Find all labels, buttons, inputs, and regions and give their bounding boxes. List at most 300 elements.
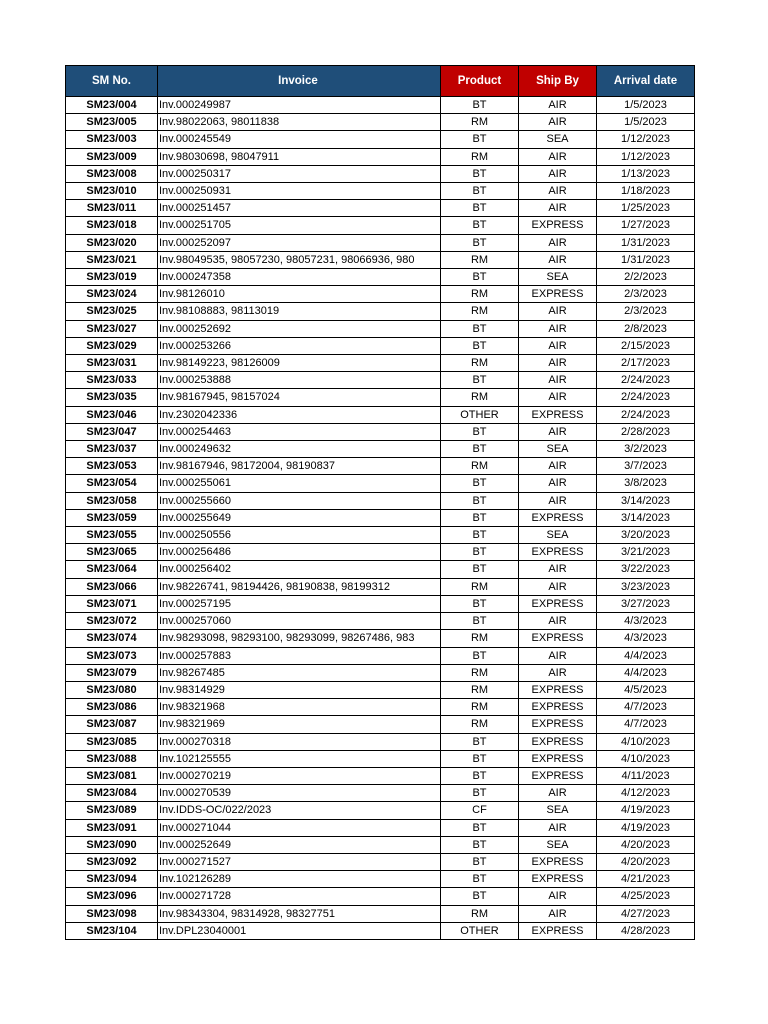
table-row: [66, 819, 695, 836]
header-ship-by: Ship By: [519, 66, 597, 97]
cell-product: RM: [441, 148, 519, 165]
cell-invoice: Inv.98321968: [158, 699, 441, 716]
cell-arrival-date: 3/22/2023: [597, 561, 695, 578]
cell-invoice: Inv.000270539: [158, 785, 441, 802]
cell-product: CF: [441, 802, 519, 819]
cell-invoice: Inv.000271728: [158, 888, 441, 905]
table-row: [66, 647, 695, 664]
cell-arrival-date: 1/12/2023: [597, 148, 695, 165]
table-row: [66, 767, 695, 784]
cell-invoice: Inv.000255660: [158, 492, 441, 509]
cell-sm-no: SM23/004: [66, 97, 158, 114]
cell-sm-no: SM23/065: [66, 544, 158, 561]
cell-arrival-date: 4/19/2023: [597, 802, 695, 819]
cell-arrival-date: 4/10/2023: [597, 750, 695, 767]
cell-product: BT: [441, 871, 519, 888]
cell-ship-by: AIR: [519, 458, 597, 475]
cell-ship-by: EXPRESS: [519, 853, 597, 870]
table-row: [66, 217, 695, 234]
cell-sm-no: SM23/104: [66, 922, 158, 939]
table-row: [66, 561, 695, 578]
cell-product: BT: [441, 509, 519, 526]
table-row: [66, 509, 695, 526]
table-row: [66, 595, 695, 612]
cell-invoice: Inv.IDDS-OC/022/2023: [158, 802, 441, 819]
cell-product: BT: [441, 819, 519, 836]
cell-sm-no: SM23/071: [66, 595, 158, 612]
cell-sm-no: SM23/031: [66, 355, 158, 372]
cell-arrival-date: 2/28/2023: [597, 423, 695, 440]
table-row: [66, 97, 695, 114]
table-row: [66, 871, 695, 888]
cell-invoice: Inv.98321969: [158, 716, 441, 733]
cell-arrival-date: 3/2/2023: [597, 441, 695, 458]
cell-arrival-date: 1/13/2023: [597, 165, 695, 182]
cell-invoice: Inv.000252649: [158, 836, 441, 853]
table-row: [66, 664, 695, 681]
cell-sm-no: SM23/087: [66, 716, 158, 733]
cell-product: BT: [441, 475, 519, 492]
cell-product: BT: [441, 97, 519, 114]
table-row: [66, 251, 695, 268]
cell-arrival-date: 4/19/2023: [597, 819, 695, 836]
cell-ship-by: EXPRESS: [519, 733, 597, 750]
cell-product: BT: [441, 733, 519, 750]
cell-ship-by: AIR: [519, 578, 597, 595]
cell-invoice: Inv.000250556: [158, 527, 441, 544]
cell-arrival-date: 1/18/2023: [597, 183, 695, 200]
cell-arrival-date: 4/3/2023: [597, 630, 695, 647]
cell-ship-by: AIR: [519, 888, 597, 905]
cell-product: RM: [441, 681, 519, 698]
cell-invoice: Inv.98149223, 98126009: [158, 355, 441, 372]
table-row: [66, 681, 695, 698]
cell-product: RM: [441, 303, 519, 320]
cell-invoice: Inv.DPL23040001: [158, 922, 441, 939]
cell-invoice: Inv.000256486: [158, 544, 441, 561]
cell-product: BT: [441, 785, 519, 802]
cell-arrival-date: 3/27/2023: [597, 595, 695, 612]
table-row: [66, 699, 695, 716]
cell-invoice: Inv.98108883, 98113019: [158, 303, 441, 320]
table-row: [66, 441, 695, 458]
cell-invoice: Inv.000255649: [158, 509, 441, 526]
cell-arrival-date: 4/28/2023: [597, 922, 695, 939]
cell-ship-by: EXPRESS: [519, 750, 597, 767]
cell-invoice: Inv.000257883: [158, 647, 441, 664]
table-row: [66, 578, 695, 595]
cell-arrival-date: 3/23/2023: [597, 578, 695, 595]
cell-arrival-date: 3/21/2023: [597, 544, 695, 561]
cell-sm-no: SM23/009: [66, 148, 158, 165]
cell-product: RM: [441, 664, 519, 681]
cell-ship-by: AIR: [519, 475, 597, 492]
table-row: [66, 922, 695, 939]
cell-sm-no: SM23/092: [66, 853, 158, 870]
cell-sm-no: SM23/003: [66, 131, 158, 148]
cell-invoice: Inv.000253888: [158, 372, 441, 389]
cell-invoice: Inv.000254463: [158, 423, 441, 440]
cell-invoice: Inv.000249632: [158, 441, 441, 458]
cell-arrival-date: 4/20/2023: [597, 853, 695, 870]
cell-ship-by: AIR: [519, 114, 597, 131]
cell-ship-by: EXPRESS: [519, 767, 597, 784]
table-body: [66, 97, 695, 940]
cell-arrival-date: 1/12/2023: [597, 131, 695, 148]
cell-product: BT: [441, 888, 519, 905]
cell-product: RM: [441, 716, 519, 733]
cell-ship-by: AIR: [519, 148, 597, 165]
cell-ship-by: AIR: [519, 337, 597, 354]
cell-sm-no: SM23/073: [66, 647, 158, 664]
table-row: [66, 165, 695, 182]
cell-ship-by: AIR: [519, 423, 597, 440]
cell-product: OTHER: [441, 922, 519, 939]
cell-invoice: Inv.2302042336: [158, 406, 441, 423]
cell-invoice: Inv.98314929: [158, 681, 441, 698]
cell-invoice: Inv.000270318: [158, 733, 441, 750]
cell-invoice: Inv.102126289: [158, 871, 441, 888]
cell-product: BT: [441, 441, 519, 458]
cell-sm-no: SM23/046: [66, 406, 158, 423]
cell-invoice: Inv.000250317: [158, 165, 441, 182]
cell-invoice: Inv.000257060: [158, 613, 441, 630]
table-row: [66, 475, 695, 492]
cell-arrival-date: 4/4/2023: [597, 647, 695, 664]
cell-ship-by: EXPRESS: [519, 595, 597, 612]
cell-invoice: Inv.98030698, 98047911: [158, 148, 441, 165]
cell-ship-by: AIR: [519, 372, 597, 389]
cell-product: RM: [441, 578, 519, 595]
cell-arrival-date: 4/27/2023: [597, 905, 695, 922]
table-row: [66, 527, 695, 544]
cell-ship-by: AIR: [519, 664, 597, 681]
cell-invoice: Inv.000250931: [158, 183, 441, 200]
table-row: [66, 320, 695, 337]
cell-sm-no: SM23/035: [66, 389, 158, 406]
cell-arrival-date: 1/5/2023: [597, 97, 695, 114]
cell-sm-no: SM23/005: [66, 114, 158, 131]
cell-ship-by: EXPRESS: [519, 681, 597, 698]
table-row: [66, 458, 695, 475]
cell-invoice: Inv.98022063, 98011838: [158, 114, 441, 131]
cell-invoice: Inv.000257195: [158, 595, 441, 612]
cell-ship-by: AIR: [519, 647, 597, 664]
cell-arrival-date: 4/4/2023: [597, 664, 695, 681]
cell-product: RM: [441, 286, 519, 303]
cell-product: RM: [441, 389, 519, 406]
table-row: [66, 148, 695, 165]
table-row: [66, 733, 695, 750]
cell-sm-no: SM23/053: [66, 458, 158, 475]
cell-sm-no: SM23/010: [66, 183, 158, 200]
table-row: [66, 355, 695, 372]
cell-product: RM: [441, 355, 519, 372]
cell-product: RM: [441, 458, 519, 475]
cell-product: BT: [441, 165, 519, 182]
table-row: [66, 423, 695, 440]
table-row: [66, 802, 695, 819]
cell-ship-by: AIR: [519, 320, 597, 337]
cell-sm-no: SM23/020: [66, 234, 158, 251]
cell-invoice: Inv.000247358: [158, 269, 441, 286]
table-row: [66, 183, 695, 200]
cell-invoice: Inv.000251457: [158, 200, 441, 217]
cell-sm-no: SM23/080: [66, 681, 158, 698]
cell-ship-by: AIR: [519, 492, 597, 509]
cell-sm-no: SM23/037: [66, 441, 158, 458]
cell-sm-no: SM23/064: [66, 561, 158, 578]
cell-arrival-date: 1/25/2023: [597, 200, 695, 217]
cell-arrival-date: 1/31/2023: [597, 234, 695, 251]
cell-invoice: Inv.98267485: [158, 664, 441, 681]
cell-sm-no: SM23/025: [66, 303, 158, 320]
cell-ship-by: EXPRESS: [519, 922, 597, 939]
cell-sm-no: SM23/019: [66, 269, 158, 286]
cell-sm-no: SM23/054: [66, 475, 158, 492]
shipment-table: [65, 65, 695, 940]
cell-arrival-date: 4/25/2023: [597, 888, 695, 905]
cell-product: RM: [441, 905, 519, 922]
cell-product: BT: [441, 217, 519, 234]
table-row: [66, 372, 695, 389]
cell-arrival-date: 2/3/2023: [597, 286, 695, 303]
cell-sm-no: SM23/047: [66, 423, 158, 440]
cell-arrival-date: 2/8/2023: [597, 320, 695, 337]
header-arrival-date: Arrival date: [597, 66, 695, 97]
cell-arrival-date: 1/31/2023: [597, 251, 695, 268]
cell-arrival-date: 4/10/2023: [597, 733, 695, 750]
table-row: [66, 853, 695, 870]
cell-sm-no: SM23/079: [66, 664, 158, 681]
table-row: [66, 750, 695, 767]
cell-ship-by: AIR: [519, 905, 597, 922]
cell-ship-by: AIR: [519, 303, 597, 320]
cell-arrival-date: 4/3/2023: [597, 613, 695, 630]
cell-arrival-date: 1/27/2023: [597, 217, 695, 234]
cell-product: BT: [441, 183, 519, 200]
cell-invoice: Inv.000256402: [158, 561, 441, 578]
cell-ship-by: AIR: [519, 200, 597, 217]
cell-ship-by: AIR: [519, 355, 597, 372]
table-row: [66, 785, 695, 802]
cell-arrival-date: 3/7/2023: [597, 458, 695, 475]
cell-sm-no: SM23/081: [66, 767, 158, 784]
cell-invoice: Inv.98343304, 98314928, 98327751: [158, 905, 441, 922]
cell-invoice: Inv.98126010: [158, 286, 441, 303]
cell-invoice: Inv.98049535, 98057230, 98057231, 98066936, 980: [158, 251, 441, 268]
cell-arrival-date: 3/14/2023: [597, 509, 695, 526]
cell-sm-no: SM23/094: [66, 871, 158, 888]
table-row: [66, 905, 695, 922]
table-row: [66, 836, 695, 853]
table-row: [66, 200, 695, 217]
cell-arrival-date: 4/11/2023: [597, 767, 695, 784]
table-header: [66, 66, 695, 97]
cell-ship-by: AIR: [519, 165, 597, 182]
cell-arrival-date: 4/20/2023: [597, 836, 695, 853]
table-row: [66, 492, 695, 509]
cell-ship-by: SEA: [519, 441, 597, 458]
cell-sm-no: SM23/024: [66, 286, 158, 303]
cell-invoice: Inv.000252692: [158, 320, 441, 337]
cell-ship-by: SEA: [519, 131, 597, 148]
cell-arrival-date: 2/15/2023: [597, 337, 695, 354]
cell-ship-by: AIR: [519, 234, 597, 251]
cell-product: BT: [441, 853, 519, 870]
cell-ship-by: EXPRESS: [519, 217, 597, 234]
cell-sm-no: SM23/058: [66, 492, 158, 509]
cell-invoice: Inv.000252097: [158, 234, 441, 251]
cell-arrival-date: 3/20/2023: [597, 527, 695, 544]
cell-product: BT: [441, 613, 519, 630]
table-row: [66, 303, 695, 320]
table-row: [66, 389, 695, 406]
table-row: [66, 716, 695, 733]
cell-product: BT: [441, 750, 519, 767]
cell-product: BT: [441, 544, 519, 561]
cell-invoice: Inv.000271044: [158, 819, 441, 836]
cell-sm-no: SM23/096: [66, 888, 158, 905]
cell-product: BT: [441, 337, 519, 354]
cell-ship-by: SEA: [519, 802, 597, 819]
cell-sm-no: SM23/011: [66, 200, 158, 217]
cell-product: BT: [441, 269, 519, 286]
cell-arrival-date: 4/12/2023: [597, 785, 695, 802]
cell-invoice: Inv.000249987: [158, 97, 441, 114]
cell-product: BT: [441, 131, 519, 148]
cell-product: BT: [441, 423, 519, 440]
cell-ship-by: EXPRESS: [519, 871, 597, 888]
cell-invoice: Inv.98293098, 98293100, 98293099, 98267486, 983: [158, 630, 441, 647]
cell-invoice: Inv.102125555: [158, 750, 441, 767]
cell-sm-no: SM23/090: [66, 836, 158, 853]
cell-ship-by: EXPRESS: [519, 286, 597, 303]
cell-product: RM: [441, 699, 519, 716]
cell-invoice: Inv.98226741, 98194426, 98190838, 98199312: [158, 578, 441, 595]
table-row: [66, 269, 695, 286]
cell-sm-no: SM23/084: [66, 785, 158, 802]
cell-sm-no: SM23/072: [66, 613, 158, 630]
cell-arrival-date: 2/3/2023: [597, 303, 695, 320]
cell-sm-no: SM23/059: [66, 509, 158, 526]
cell-arrival-date: 2/24/2023: [597, 406, 695, 423]
cell-product: BT: [441, 647, 519, 664]
cell-invoice: Inv.98167945, 98157024: [158, 389, 441, 406]
cell-sm-no: SM23/088: [66, 750, 158, 767]
table-row: [66, 337, 695, 354]
cell-ship-by: EXPRESS: [519, 406, 597, 423]
cell-arrival-date: 2/2/2023: [597, 269, 695, 286]
cell-arrival-date: 1/5/2023: [597, 114, 695, 131]
table-row: [66, 131, 695, 148]
cell-arrival-date: 4/7/2023: [597, 699, 695, 716]
cell-product: RM: [441, 114, 519, 131]
header-product: Product: [441, 66, 519, 97]
cell-sm-no: SM23/018: [66, 217, 158, 234]
cell-invoice: Inv.000253266: [158, 337, 441, 354]
cell-sm-no: SM23/033: [66, 372, 158, 389]
cell-invoice: Inv.000270219: [158, 767, 441, 784]
cell-arrival-date: 2/17/2023: [597, 355, 695, 372]
cell-ship-by: AIR: [519, 97, 597, 114]
cell-ship-by: AIR: [519, 561, 597, 578]
cell-arrival-date: 2/24/2023: [597, 389, 695, 406]
cell-arrival-date: 4/7/2023: [597, 716, 695, 733]
table-row: [66, 406, 695, 423]
cell-product: BT: [441, 767, 519, 784]
table-row: [66, 613, 695, 630]
cell-arrival-date: 3/8/2023: [597, 475, 695, 492]
cell-product: BT: [441, 836, 519, 853]
cell-ship-by: SEA: [519, 836, 597, 853]
cell-sm-no: SM23/027: [66, 320, 158, 337]
cell-product: BT: [441, 561, 519, 578]
cell-sm-no: SM23/055: [66, 527, 158, 544]
cell-ship-by: AIR: [519, 613, 597, 630]
header-invoice: Invoice: [158, 66, 441, 97]
cell-sm-no: SM23/085: [66, 733, 158, 750]
cell-product: BT: [441, 492, 519, 509]
cell-product: RM: [441, 251, 519, 268]
table-row: [66, 544, 695, 561]
cell-product: BT: [441, 200, 519, 217]
table-row: [66, 234, 695, 251]
header-row: [66, 66, 695, 97]
cell-ship-by: EXPRESS: [519, 699, 597, 716]
cell-ship-by: AIR: [519, 785, 597, 802]
cell-ship-by: EXPRESS: [519, 544, 597, 561]
table-row: [66, 630, 695, 647]
cell-sm-no: SM23/029: [66, 337, 158, 354]
cell-invoice: Inv.000271527: [158, 853, 441, 870]
table-row: [66, 286, 695, 303]
cell-sm-no: SM23/086: [66, 699, 158, 716]
cell-ship-by: AIR: [519, 389, 597, 406]
cell-product: BT: [441, 234, 519, 251]
cell-ship-by: SEA: [519, 269, 597, 286]
cell-ship-by: SEA: [519, 527, 597, 544]
cell-ship-by: EXPRESS: [519, 716, 597, 733]
cell-sm-no: SM23/066: [66, 578, 158, 595]
cell-invoice: Inv.98167946, 98172004, 98190837: [158, 458, 441, 475]
cell-invoice: Inv.000255061: [158, 475, 441, 492]
cell-product: RM: [441, 630, 519, 647]
cell-arrival-date: 2/24/2023: [597, 372, 695, 389]
cell-sm-no: SM23/089: [66, 802, 158, 819]
cell-ship-by: AIR: [519, 819, 597, 836]
cell-product: BT: [441, 595, 519, 612]
cell-product: BT: [441, 527, 519, 544]
cell-ship-by: AIR: [519, 251, 597, 268]
cell-arrival-date: 3/14/2023: [597, 492, 695, 509]
cell-sm-no: SM23/021: [66, 251, 158, 268]
cell-product: OTHER: [441, 406, 519, 423]
cell-ship-by: EXPRESS: [519, 630, 597, 647]
cell-invoice: Inv.000251705: [158, 217, 441, 234]
table-row: [66, 888, 695, 905]
cell-invoice: Inv.000245549: [158, 131, 441, 148]
cell-ship-by: EXPRESS: [519, 509, 597, 526]
cell-product: BT: [441, 320, 519, 337]
cell-arrival-date: 4/21/2023: [597, 871, 695, 888]
cell-sm-no: SM23/091: [66, 819, 158, 836]
cell-sm-no: SM23/008: [66, 165, 158, 182]
cell-product: BT: [441, 372, 519, 389]
cell-sm-no: SM23/074: [66, 630, 158, 647]
header-sm-no: SM No.: [66, 66, 158, 97]
cell-arrival-date: 4/5/2023: [597, 681, 695, 698]
